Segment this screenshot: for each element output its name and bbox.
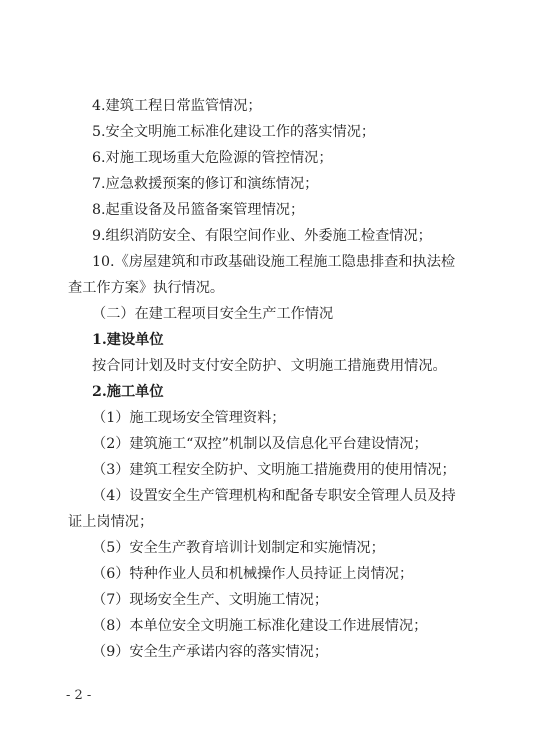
section-heading: （二）在建工程项目安全生产工作情况: [92, 306, 334, 322]
text-line: （2）建筑施工“双控”机制以及信息化平台建设情况；: [92, 436, 428, 452]
text-line: （1）施工现场安全管理资料；: [92, 410, 286, 426]
text-line: 证上岗情况；: [68, 514, 154, 530]
text-line: （9）安全生产承诺内容的落实情况；: [92, 644, 329, 660]
text-line: （8）本单位安全文明施工标准化建设工作进展情况；: [92, 618, 428, 634]
text-line: （5）安全生产教育培训计划制定和实施情况；: [92, 540, 385, 556]
page-number: - 2 -: [66, 688, 92, 703]
text-line: 7.应急救援预案的修订和演练情况；: [92, 176, 319, 192]
text-line: 6.对施工现场重大危险源的管控情况；: [92, 150, 333, 166]
text-line: 5.安全文明施工标准化建设工作的落实情况；: [92, 124, 376, 140]
text-line: （7）现场安全生产、文明施工情况；: [92, 592, 329, 608]
text-line: （6）特种作业人员和机械操作人员持证上岗情况；: [92, 566, 414, 582]
text-line: 10.《房屋建筑和市政基础设施工程施工隐患排查和执法检: [92, 254, 456, 270]
text-line: 4.建筑工程日常监管情况；: [92, 98, 262, 114]
text-line: 查工作方案》执行情况。: [68, 280, 225, 296]
text-line: 9.组织消防安全、有限空间作业、外委施工检查情况；: [92, 228, 432, 244]
text-line: （3）建筑工程安全防护、文明施工措施费用的使用情况；: [92, 462, 456, 478]
text-line: 8.起重设备及吊篮备案管理情况；: [92, 202, 305, 218]
subsection-heading: 2.施工单位: [92, 384, 164, 400]
subsection-heading: 1.建设单位: [92, 332, 164, 348]
text-line: （4）设置安全生产管理机构和配备专职安全管理人员及持: [92, 488, 456, 504]
text-line: 按合同计划及时支付安全防护、文明施工措施费用情况。: [92, 358, 447, 374]
